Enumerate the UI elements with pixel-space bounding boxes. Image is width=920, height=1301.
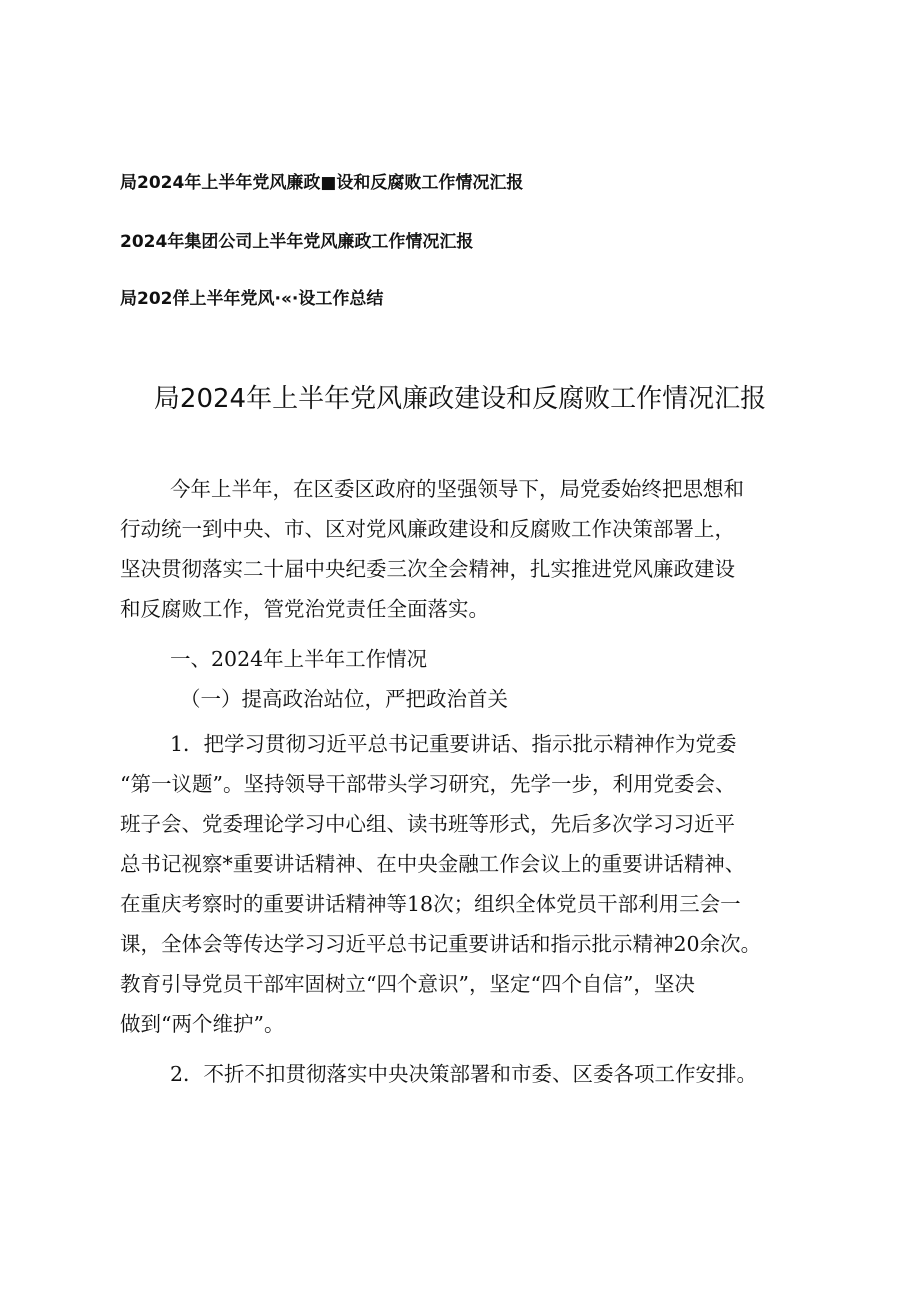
toc-item[interactable]: 局2024年上半年党风廉政■设和反腐败工作情况汇报 bbox=[120, 173, 524, 193]
body-line: 教育引导党员干部牢固树立“四个意识”，坚定“四个自信”，坚决 bbox=[120, 972, 695, 996]
toc-item[interactable]: 局202佯上半年党风·«·设工作总结 bbox=[120, 289, 384, 309]
body-line: 今年上半年，在区委区政府的坚强领导下，局党委始终把思想和 bbox=[170, 477, 744, 501]
body-line: 和反腐败工作，管党治党责任全面落实。 bbox=[120, 597, 489, 621]
body-line: 坚决贯彻落实二十届中央纪委三次全会精神，扎实推进党风廉政建设 bbox=[120, 557, 735, 581]
body-line: 做到“两个维护”。 bbox=[120, 1012, 285, 1036]
body-line: 在重庆考察时的重要讲话精神等18次；组织全体党员干部利用三会一 bbox=[120, 892, 741, 916]
body-line: 行动统一到中央、市、区对党风廉政建设和反腐败工作决策部署上， bbox=[120, 517, 735, 541]
body-line: “第一议题”。坚持领导干部带头学习研究，先学一步，利用党委会、 bbox=[120, 772, 736, 796]
toc-item[interactable]: 2024年集团公司上半年党风廉政工作情况汇报 bbox=[120, 232, 474, 252]
section-heading: 一、2024年上半年工作情况 bbox=[170, 647, 428, 671]
body-line: 2．不折不扣贯彻落实中央决策部署和市委、区委各项工作安排。 bbox=[170, 1062, 758, 1086]
subsection-heading: （一）提高政治站位，严把政治首关 bbox=[180, 687, 508, 711]
document-title: 局2024年上半年党风廉政建设和反腐败工作情况汇报 bbox=[153, 384, 767, 414]
body-line: 班子会、党委理论学习中心组、读书班等形式，先后多次学习习近平 bbox=[120, 812, 735, 836]
body-line: 课，全体会等传达学习习近平总书记重要讲话和指示批示精神20余次。 bbox=[120, 932, 762, 956]
body-line: 总书记视察*重要讲话精神、在中央金融工作会议上的重要讲话精神、 bbox=[120, 852, 746, 876]
body-line: 1．把学习贯彻习近平总书记重要讲话、指示批示精神作为党委 bbox=[170, 732, 737, 756]
